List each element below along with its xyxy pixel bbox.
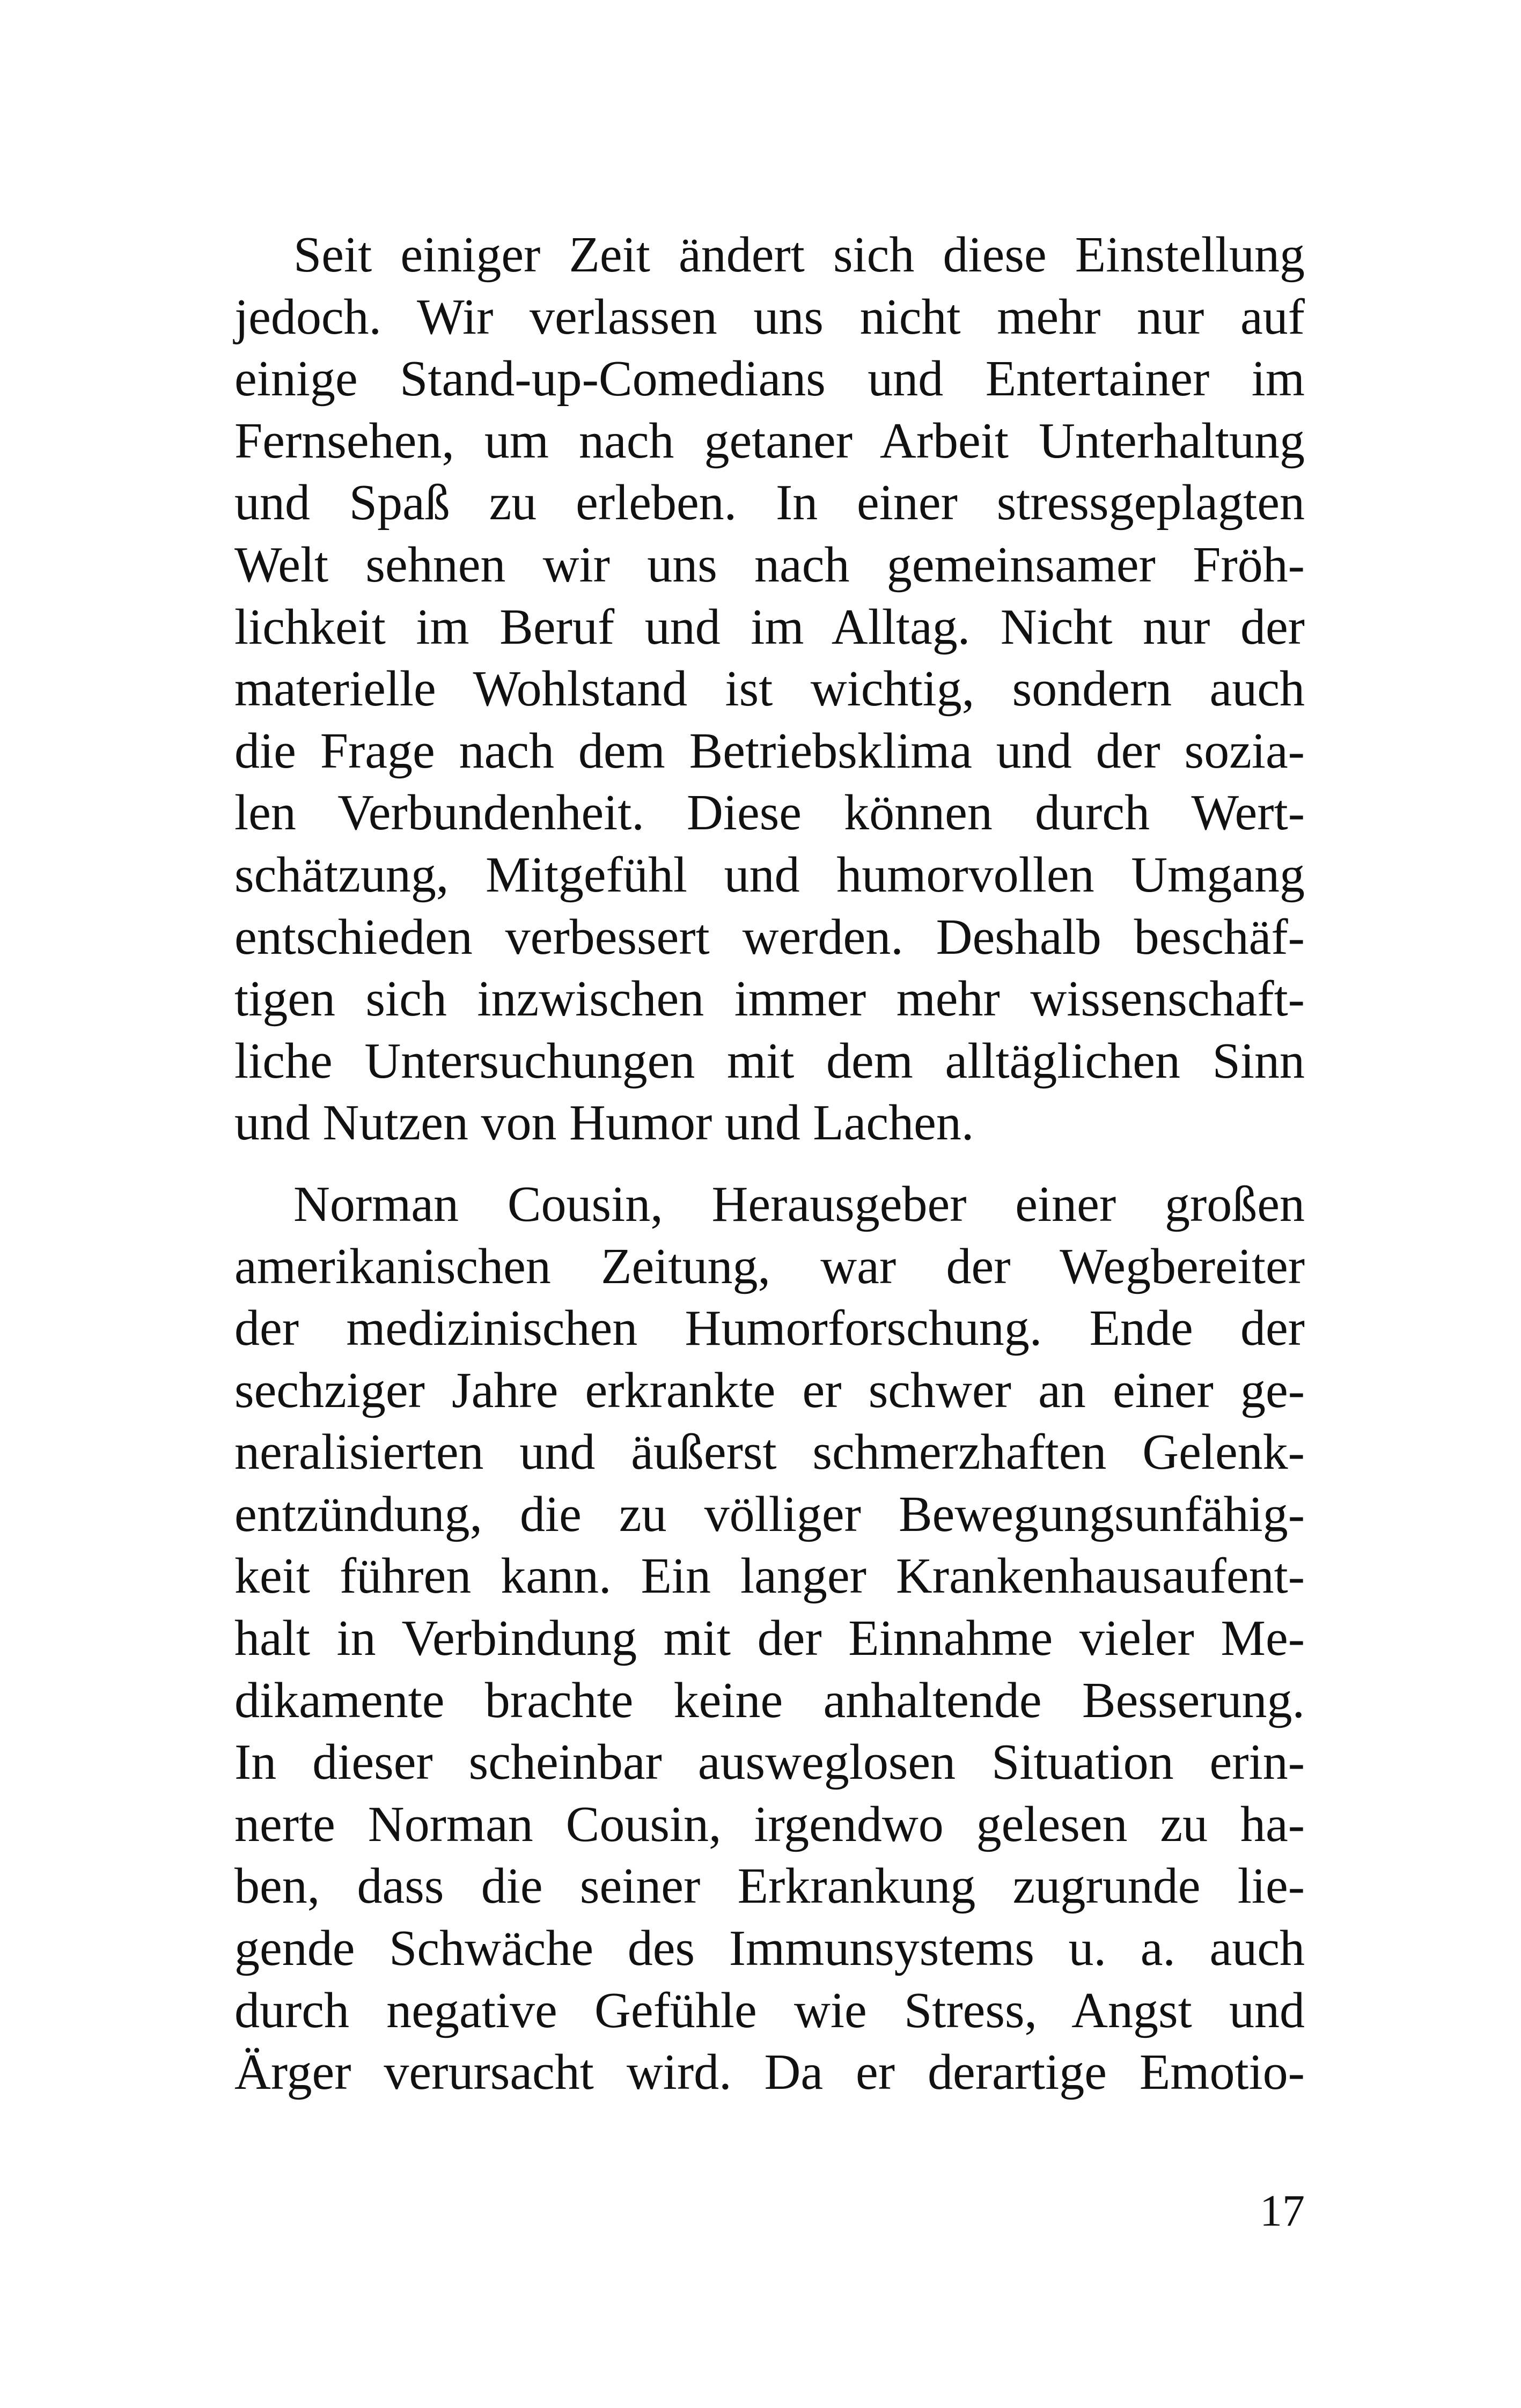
text-line: Welt sehnen wir uns nach gemeinsamer Fröh- [234, 536, 1305, 593]
text-line: liche Untersuchungen mit dem alltäglichen Sinn [234, 1033, 1305, 1089]
text-line: und Spaß zu erleben. In einer stressgeplagten [234, 475, 1305, 531]
text-line: dikamente brachte keine anhaltende Besserung. [234, 1672, 1305, 1728]
body-text [234, 224, 1305, 2104]
text-line: durch negative Gefühle wie Stress, Angst und [234, 1982, 1305, 2038]
text-line: gende Schwäche des Immunsystems u. a. auch [234, 1920, 1305, 1977]
text-line: Norman Cousin, Herausgeber einer großen [293, 1176, 1305, 1232]
text-line: keit führen kann. Ein langer Krankenhausaufent- [234, 1548, 1305, 1604]
text-line: jedoch. Wir verlassen uns nicht mehr nur auf [234, 289, 1305, 345]
text-line: entzündung, die zu völliger Bewegungsunfähig- [234, 1486, 1305, 1542]
text-line: nerte Norman Cousin, irgendwo gelesen zu ha- [234, 1796, 1305, 1852]
page-number: 17 [1260, 2186, 1305, 2236]
text-line: halt in Verbindung mit der Einnahme vieler Me- [234, 1610, 1305, 1667]
text-line: amerikanischen Zeitung, war der Wegbereiter [234, 1238, 1305, 1294]
text-line: ben, dass die seiner Erkrankung zugrunde lie- [234, 1858, 1305, 1914]
text-line: die Frage nach dem Betriebsklima und der sozia- [234, 723, 1305, 779]
paragraph-1 [234, 224, 1305, 1154]
paragraph-2 [234, 1174, 1305, 2104]
text-line: und Nutzen von Humor und Lachen. [234, 1095, 974, 1151]
text-line: len Verbundenheit. Diese können durch Wert- [234, 785, 1305, 841]
text-line: einige Stand-up-Comedians und Entertainer im [234, 351, 1305, 407]
text-line: Fernsehen, um nach getaner Arbeit Unterhaltung [234, 413, 1305, 469]
text-line: sechziger Jahre erkrankte er schwer an einer ge- [234, 1362, 1305, 1418]
text-line: In dieser scheinbar ausweglosen Situation erin- [234, 1734, 1305, 1791]
text-line: materielle Wohlstand ist wichtig, sondern auch [234, 661, 1305, 717]
text-line: schätzung, Mitgefühl und humorvollen Umgang [234, 846, 1305, 903]
text-line: tigen sich inzwischen immer mehr wissenschaft- [234, 971, 1305, 1027]
text-line: Ärger verursacht wird. Da er derartige Emotio- [234, 2044, 1305, 2101]
text-line: entschieden verbessert werden. Deshalb beschäf- [234, 909, 1305, 965]
text-line: der medizinischen Humorforschung. Ende der [234, 1300, 1305, 1357]
text-line: lichkeit im Beruf und im Alltag. Nicht nur der [234, 599, 1305, 655]
text-line: neralisierten und äußerst schmerzhaften Gelenk- [234, 1424, 1305, 1481]
text-line: Seit einiger Zeit ändert sich diese Einstellung [293, 227, 1305, 283]
